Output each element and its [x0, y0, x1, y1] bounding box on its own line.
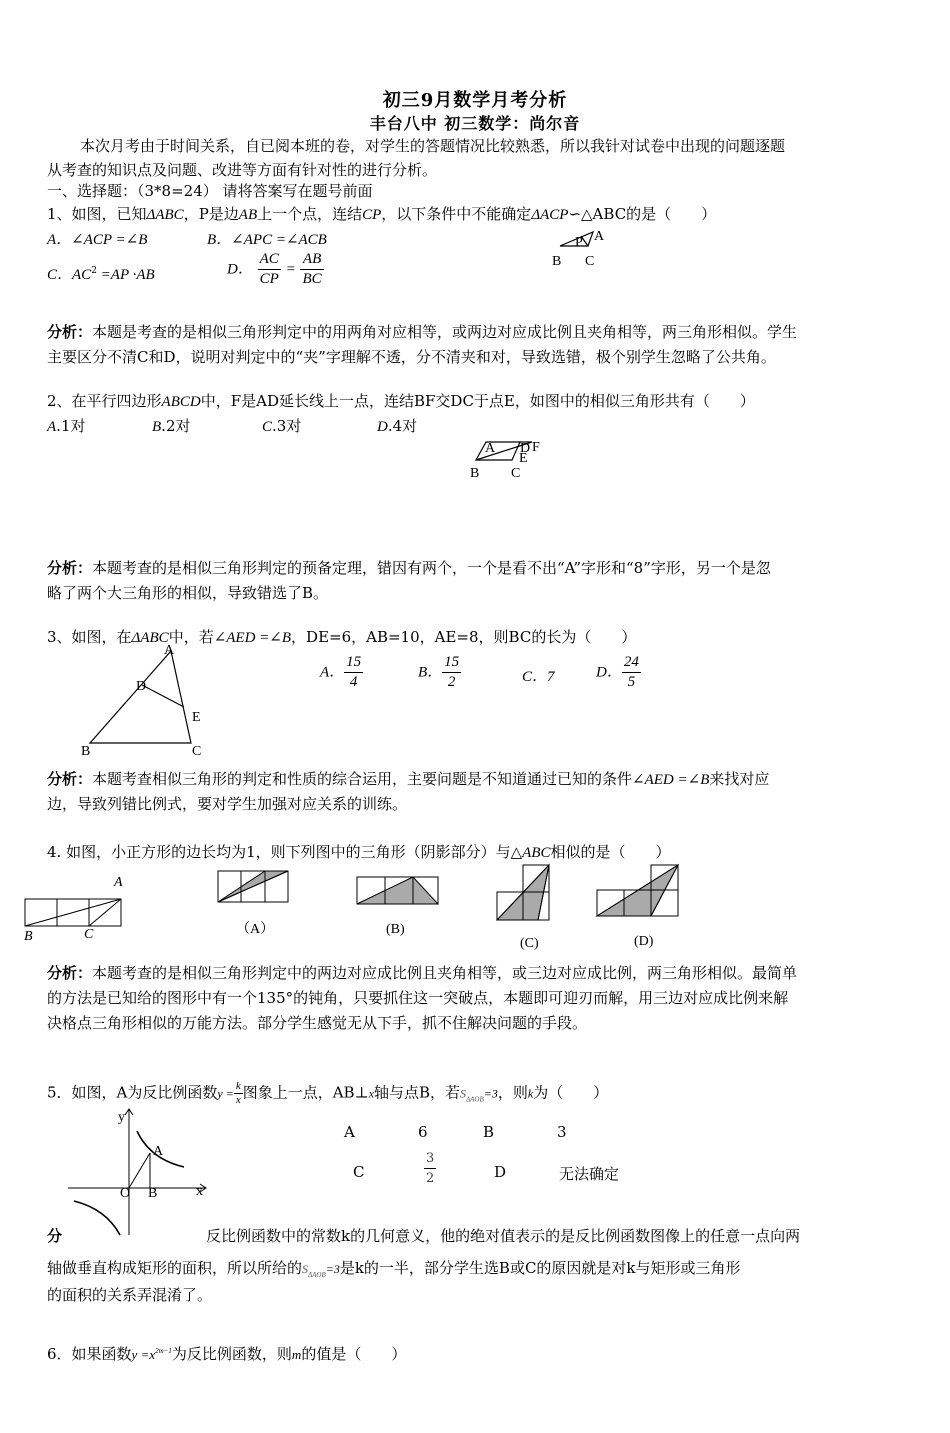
q5-label-o: O — [120, 1186, 131, 1201]
q4-stem: 4. 如图，小正方形的边长均为1，则下列图中的三角形（阴影部分）与△ABC相似的是（ ） — [47, 843, 671, 861]
q2-option-c: C.3对 — [262, 417, 302, 435]
q2-label-b: B — [470, 466, 480, 481]
q2-option-a: A.1对 — [47, 417, 86, 435]
q2-parallelogram-figure — [468, 436, 558, 486]
q5-stem: 5．如图，A为反比例函数y = $\frac{k}{x}$ 图象上一点，AB⊥x轴与点B，若$S_{\Delta AOB}=3$，则k为（ ） — [47, 1080, 609, 1106]
q2-label-e: E — [519, 451, 528, 466]
q1-analysis-line-2: 主要区分不清C和D，说明对判定中的“夹”字理解不透，分不清夹和对，导致选错，极个别学生忽略了公共角。 — [47, 348, 776, 366]
q3-triangle-figure — [78, 645, 208, 760]
q2-option-d: D.4对 — [377, 417, 418, 435]
q2-label-a: A — [485, 441, 496, 456]
q5-analysis-line-1: 反比例函数中的常数k的几何意义，他的绝对值表示的是反比例函数图像上的任意一点向两 — [206, 1227, 801, 1245]
q2-option-b: B.2对 — [152, 417, 191, 435]
q4-option-b-figure — [354, 874, 444, 909]
q5-analysis-line-2: 轴做垂直构成矩形的面积，所以所给的$S_{\Delta AOB}=3$是k的一半，部分学生选B或C的原因就是对k与矩形或三角形 — [47, 1259, 741, 1279]
q5-option-d-label: D — [494, 1163, 507, 1181]
q3-label-a: A — [164, 643, 175, 658]
intro-line-2: 从考查的知识点及问题、改进等方面有针对性的进行分析。 — [47, 161, 438, 179]
q2-label-d: D — [520, 441, 531, 456]
page-subtitle: 丰台八中 初三数学：尚尔音 — [369, 114, 581, 133]
q4-caption-d: (D) — [634, 934, 654, 949]
q1-triangle-figure — [548, 226, 618, 271]
q3-option-d: D． $\frac{24}{5}$ — [596, 654, 639, 690]
q5-option-a-label: A — [344, 1123, 355, 1141]
q5-label-y: y — [118, 1110, 125, 1125]
q1-label-a: A — [594, 229, 605, 244]
q4-option-d-figure — [594, 862, 684, 922]
q5-analysis-line-3: 的面积的关系弄混淆了。 — [47, 1286, 213, 1304]
q4-analysis-line-2: 的方法是已知给的图形中有一个135°的钝角，只要抓住这一突破点，本题即可迎刃而解，用三边对应成比例来解 — [47, 989, 789, 1007]
q5-option-d-value: 无法确定 — [559, 1165, 620, 1183]
q5-option-c-value: $\frac{3}{2}$ — [426, 1151, 435, 1186]
section-heading: 一、选择题：（3*8=24） 请将答案写在题号前面 — [47, 182, 373, 200]
q1-stem: 1、如图，已知ΔABC，P是边AB上一个点，连结CP，以下条件中不能确定ΔACP∽△ABC的是（ ） — [47, 205, 717, 223]
q3-option-c: C．7 — [522, 669, 555, 685]
q3-option-a: A． $\frac{15}{4}$ — [320, 654, 362, 690]
q4-label-c: C — [84, 927, 94, 942]
q3-label-e: E — [192, 710, 201, 725]
q5-option-c-label: C — [353, 1163, 365, 1181]
q4-caption-a: （A） — [236, 922, 275, 937]
q5-label-a: A — [153, 1144, 164, 1159]
q3-option-b: B． $\frac{15}{2}$ — [418, 654, 460, 690]
q3-label-c: C — [192, 744, 202, 759]
q4-caption-c: (C) — [520, 936, 539, 951]
q1-option-c: C．$AC^2 =AP \cdot AB$ — [47, 266, 155, 283]
q4-reference-figure — [22, 870, 132, 945]
q2-stem: 2、在平行四边形ABCD中，F是AD延长线上一点，连结BF交DC于点E，如图中的相似三角形共有（ ） — [47, 392, 755, 410]
q4-option-c-figure — [494, 862, 554, 927]
q1-label-p: P — [575, 235, 583, 250]
q5-hyperbola-figure — [66, 1105, 216, 1245]
intro-line-1: 本次月考由于时间关系，自已阅本班的卷，对学生的答题情况比较熟悉，所以我针对试卷中出现的问题逐题 — [80, 137, 786, 155]
q1-label-b: B — [552, 254, 562, 269]
q1-option-b: B．∠APC =∠ACB — [207, 232, 327, 248]
q4-label-b: B — [24, 929, 33, 944]
q3-analysis-line-1: 分析：本题考查相似三角形的判定和性质的综合运用，主要问题是不知道通过已知的条件∠AED =∠B来找对应 — [47, 770, 770, 788]
page-title: 初三9月数学月考分析 — [382, 90, 568, 111]
q3-stem: 3、如图，在ΔABC中，若∠AED =∠B，DE=6，AB=10，AE=8，则BC的长为（ ） — [47, 628, 637, 646]
q1-option-d: D． $\frac{AC}{CP}$ = $\frac{AB}{BC}$ — [227, 251, 322, 287]
q1-label-c: C — [585, 254, 595, 269]
q3-label-b: B — [81, 744, 91, 759]
q1-analysis-line-1: 分析：本题是考查的是相似三角形判定中的用两角对应相等，或两边对应成比例且夹角相等，两三角形相似。学生 — [47, 323, 798, 341]
q5-analysis-label: 分 — [47, 1227, 63, 1245]
q2-analysis-line-1: 分析：本题考查的是相似三角形判定的预备定理，错因有两个，一个是看不出“A”字形和“8”字形，另一个是忽 — [47, 559, 771, 577]
q5-option-a-value: 6 — [418, 1123, 428, 1141]
q3-label-d: D — [136, 679, 147, 694]
q5-label-x: x — [196, 1184, 203, 1199]
q5-label-b: B — [148, 1186, 158, 1201]
q5-option-b-value: 3 — [557, 1123, 567, 1141]
q4-caption-b: (B) — [386, 922, 405, 937]
q4-analysis-line-3: 决格点三角形相似的万能方法。部分学生感觉无从下手，抓不住解决问题的手段。 — [47, 1014, 588, 1032]
q4-option-a-figure — [215, 868, 295, 908]
q4-label-a: A — [114, 875, 123, 890]
q2-analysis-line-2: 略了两个大三角形的相似，导致错选了B。 — [47, 584, 329, 602]
q2-label-c: C — [511, 466, 521, 481]
q4-analysis-line-1: 分析：本题考查的是相似三角形判定中的两边对应成比例且夹角相等，或三边对应成比例，两三角形相似。最简单 — [47, 964, 798, 982]
q1-option-a: A．∠ACP =∠B — [47, 232, 148, 248]
q5-option-b-label: B — [483, 1123, 495, 1141]
q6-stem: 6．如果函数$y =x^{2m-1}$为反比例函数，则m的值是（ ） — [47, 1345, 407, 1363]
q2-label-f: F — [532, 440, 540, 455]
q3-analysis-line-2: 边，导致列错比例式，要对学生加强对应关系的训练。 — [47, 795, 408, 813]
